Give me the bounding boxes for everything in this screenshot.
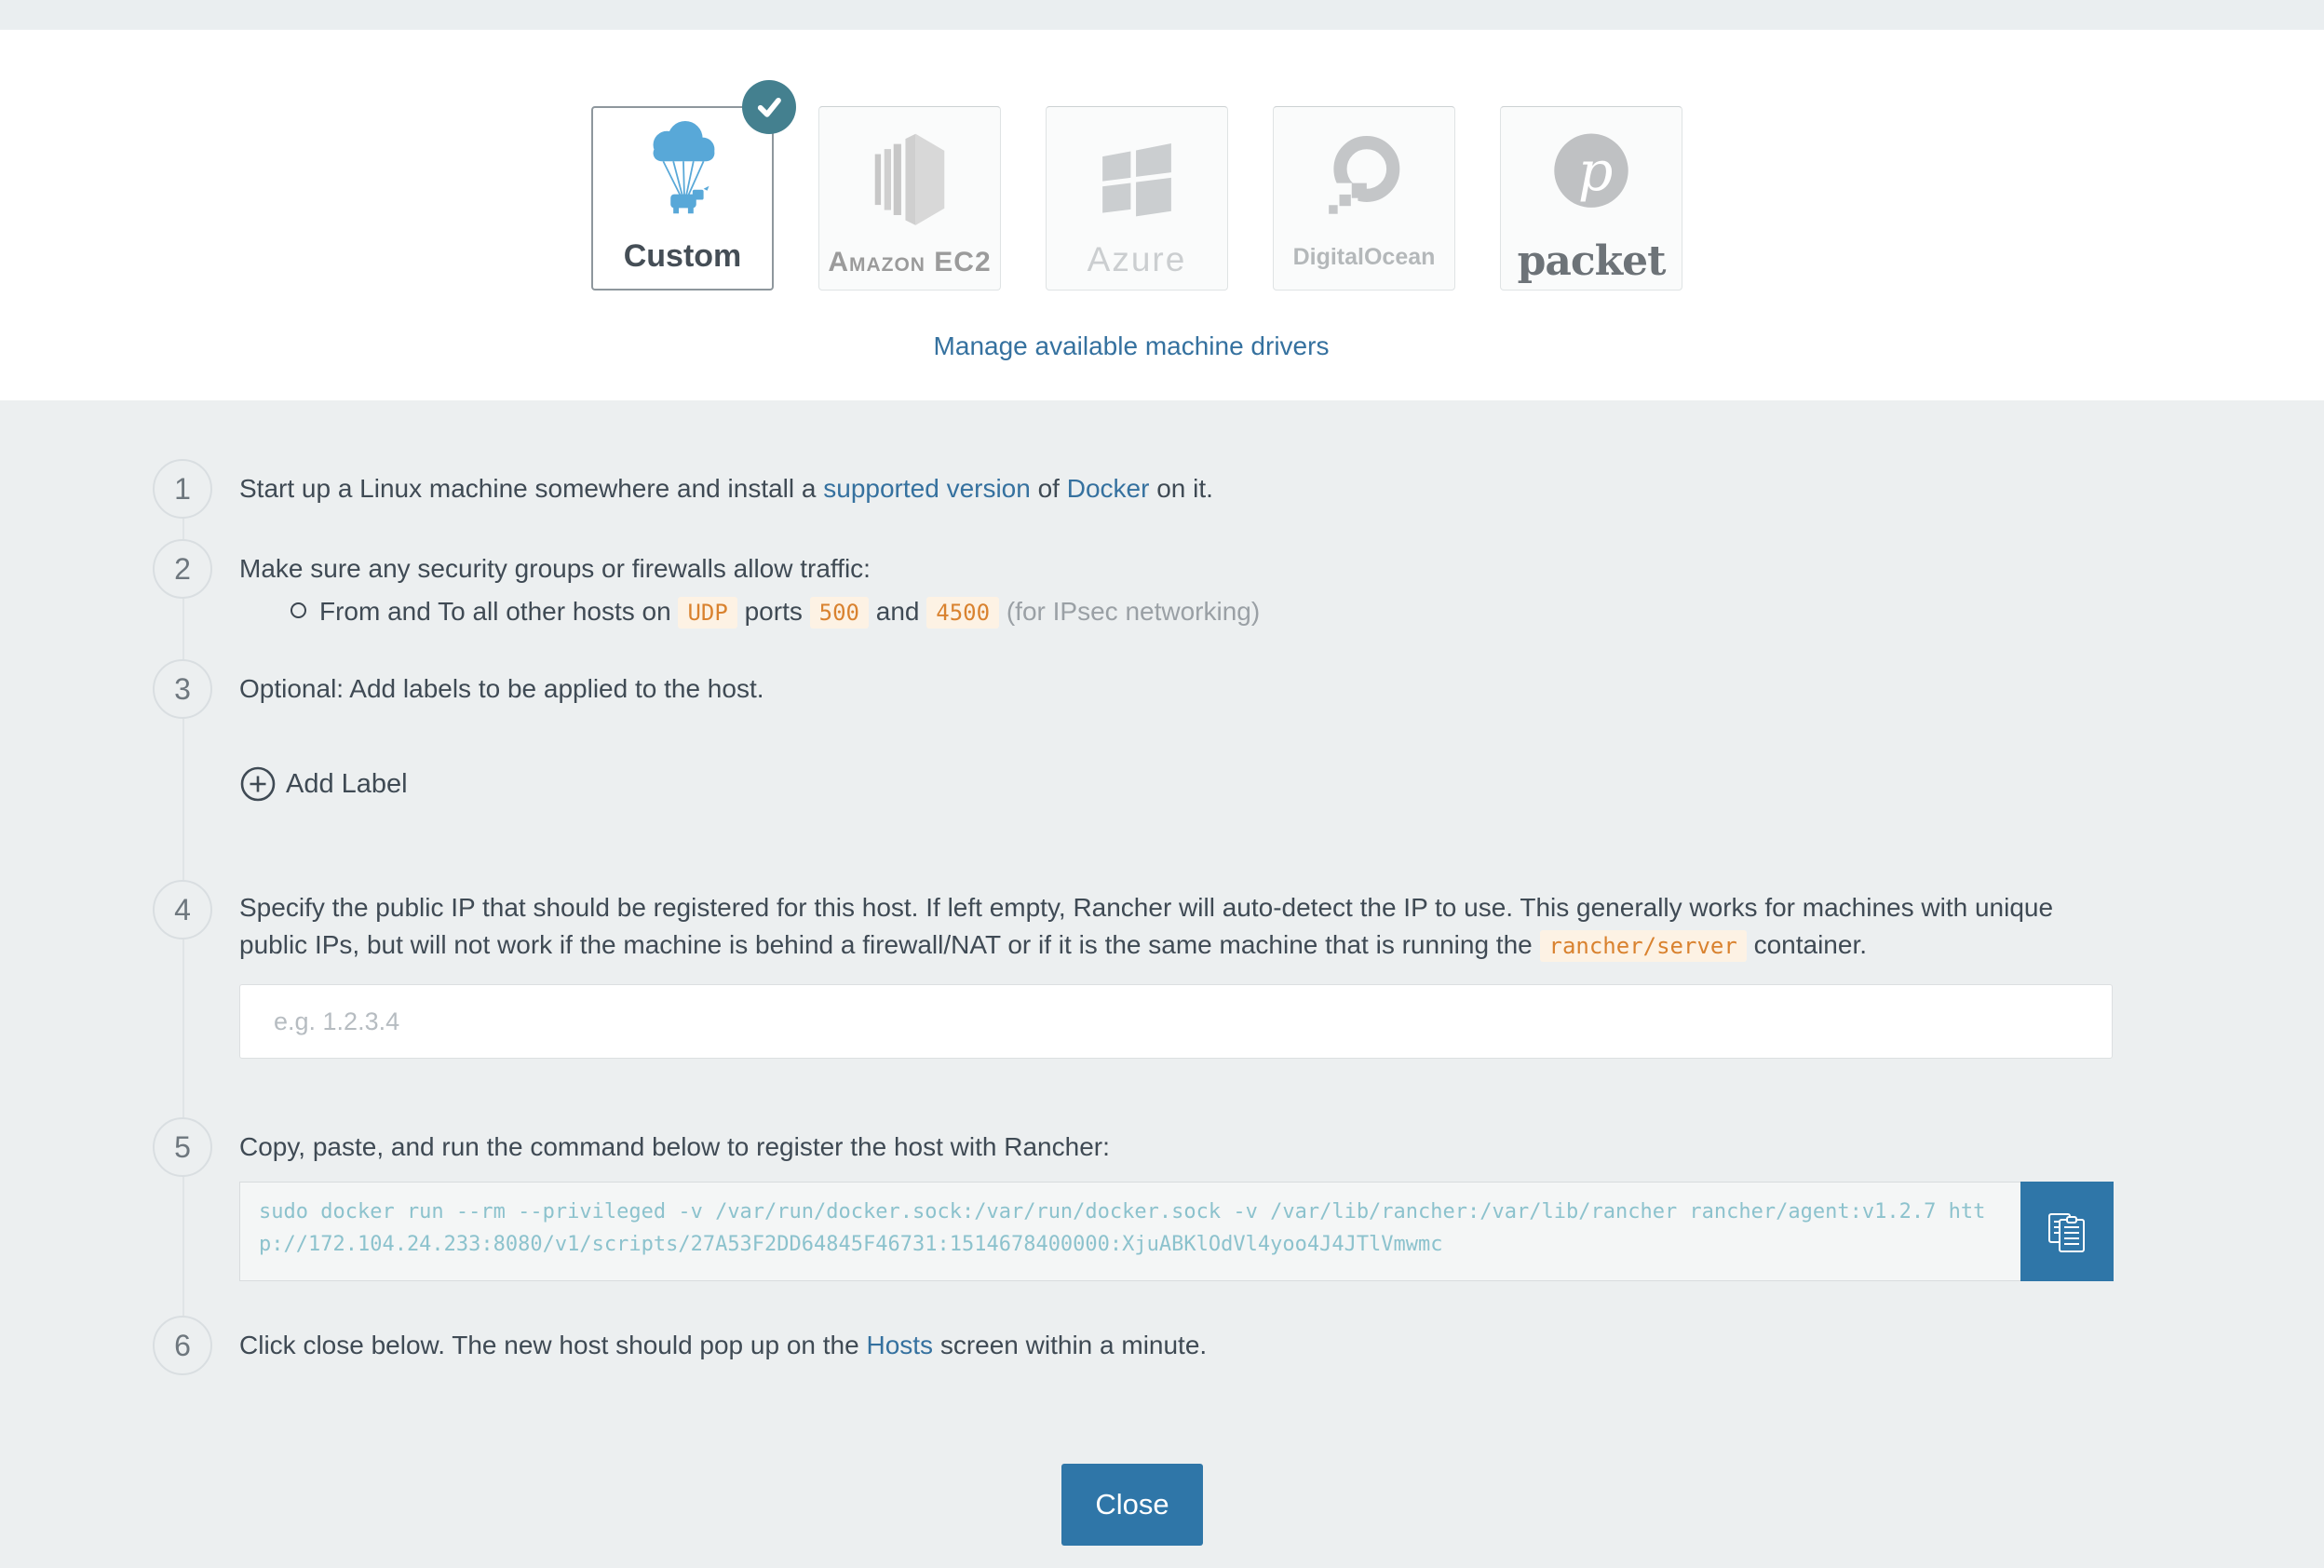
- step-4-circle: 4: [153, 880, 212, 939]
- registration-command[interactable]: sudo docker run --rm --privileged -v /var/run/docker.sock:/var/run/docker.sock -v /var/lib/rancher:/var/lib/rancher rancher/agent:v1.2.7 http://172.104.24.233:8080/v1/scripts/27A53F2DD64845F46731:1514678400000:XjuABKlOdVl4yoo4J4JTlVmwmc: [239, 1182, 2020, 1281]
- amazon-ec2-logo-icon: [819, 107, 1000, 249]
- driver-tile-packet[interactable]: [1500, 106, 1682, 291]
- clipboard-icon: [2046, 1209, 2088, 1255]
- driver-tile-azure[interactable]: [1046, 106, 1228, 291]
- step-2-heading: Make sure any security groups or firewalls allow traffic:: [239, 554, 871, 583]
- add-label-button[interactable]: [239, 765, 408, 803]
- step-3-text: Optional: Add labels to be applied to the host.: [239, 674, 764, 703]
- public-ip-input[interactable]: [239, 984, 2113, 1059]
- registration-command-container: [239, 1182, 2114, 1281]
- driver-tiles-row: [591, 106, 1682, 291]
- packet-logo-icon: [1501, 107, 1682, 241]
- driver-label-packet: packet: [1517, 237, 1666, 285]
- step-5-circle: 5: [153, 1117, 212, 1177]
- step-5-text: Copy, paste, and run the command below to register the host with Rancher:: [239, 1132, 1110, 1161]
- azure-logo-icon: [1047, 107, 1227, 242]
- step-1-circle: 1: [153, 459, 212, 519]
- step-1-text: Start up a Linux machine somewhere and install a supported version of Docker on it.: [239, 474, 1213, 503]
- ipsec-note: (for IPsec networking): [999, 597, 1261, 626]
- driver-tile-digitalocean[interactable]: [1273, 106, 1455, 291]
- hosts-link[interactable]: Hosts: [866, 1331, 934, 1359]
- svg-text:p: p: [1577, 140, 1614, 204]
- port-500-chip: 500: [810, 597, 869, 629]
- udp-chip: UDP: [678, 597, 736, 629]
- add-label-text: Add Label: [286, 768, 408, 799]
- bullet-icon: [290, 602, 306, 618]
- driver-tile-amazon-ec2[interactable]: [818, 106, 1001, 291]
- close-button[interactable]: Close: [1061, 1464, 1203, 1546]
- custom-driver-icon: [593, 108, 772, 240]
- supported-version-link[interactable]: supported version: [823, 474, 1031, 503]
- driver-label-digitalocean: DigitalOcean: [1292, 244, 1436, 270]
- driver-label-custom: Custom: [623, 238, 742, 274]
- step-6-text: Click close below. The new host should pop up on the Hosts screen within a minute.: [239, 1331, 1208, 1359]
- port-4500-chip: 4500: [926, 597, 999, 629]
- step-4-text: Specify the public IP that should be registered for this host. If left empty, Rancher will auto-detect the IP to use. This generally works for machines with unique public IPs, but will not work if the machine is behind a firewall/NAT or if it is the same machine that is running the rancher/server container.: [239, 889, 2111, 965]
- check-icon: [750, 88, 788, 126]
- step-2-bullet: From and To all other hosts on UDP ports 500 and 4500 (for IPsec networking): [239, 593, 2111, 631]
- step-3-circle: 3: [153, 659, 212, 719]
- driver-tile-custom[interactable]: [591, 106, 774, 291]
- copy-command-button[interactable]: [2020, 1182, 2114, 1281]
- manage-machine-drivers-link[interactable]: Manage available machine drivers: [933, 331, 1330, 360]
- docker-link[interactable]: Docker: [1066, 474, 1150, 503]
- driver-label-azure: Azure: [1087, 240, 1187, 278]
- selected-check-badge: [742, 80, 796, 134]
- step-2-text: [239, 550, 2111, 631]
- digitalocean-logo-icon: [1274, 107, 1454, 246]
- rancher-server-chip: rancher/server: [1540, 930, 1747, 962]
- step-6-circle: 6: [153, 1316, 212, 1375]
- driver-label-amazon-ec2: Amazon EC2: [828, 247, 992, 277]
- top-strip: [0, 0, 2324, 30]
- step-2-circle: 2: [153, 539, 212, 599]
- plus-circle-icon: [239, 765, 277, 803]
